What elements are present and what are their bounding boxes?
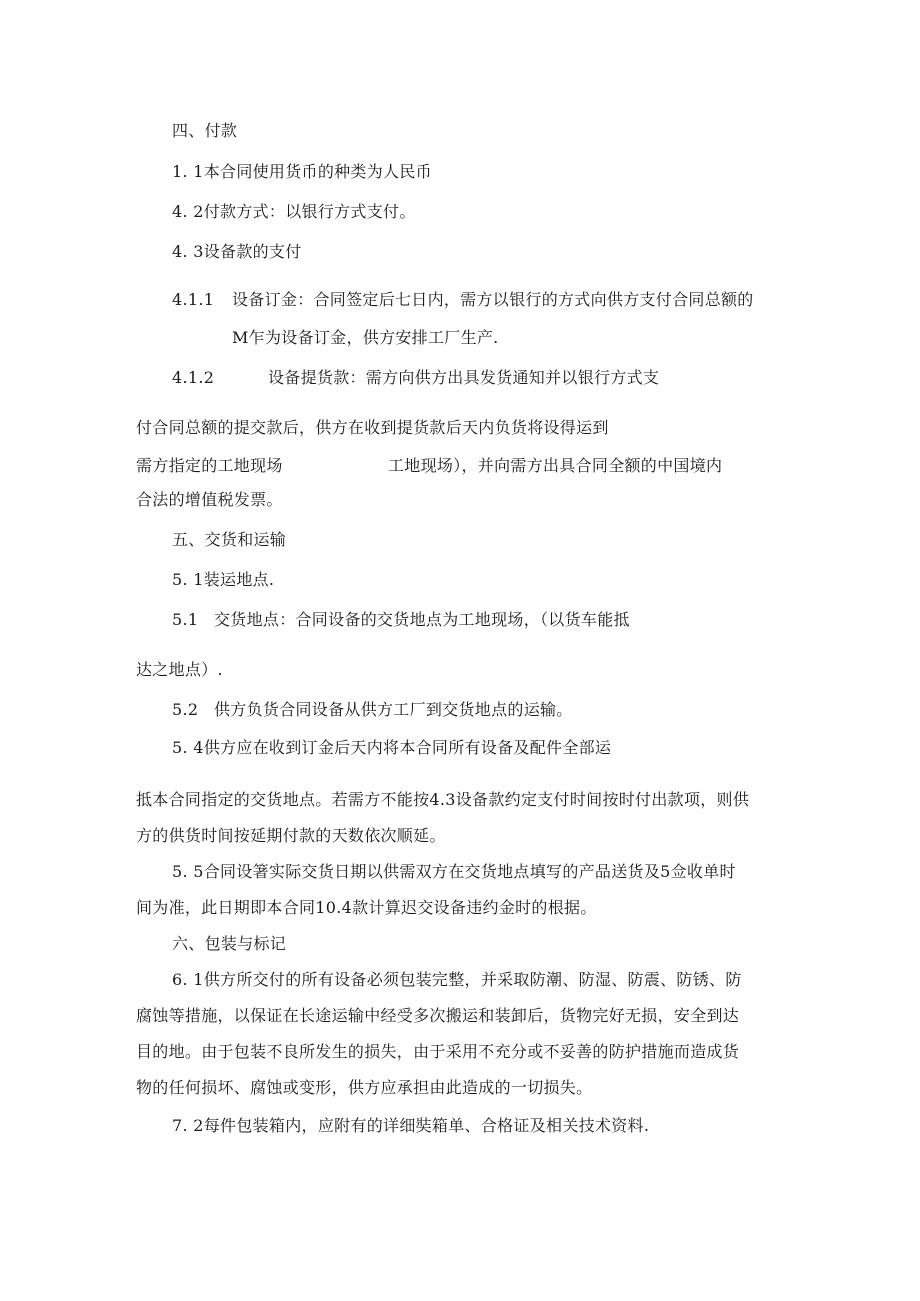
clause-5-5: 5. 5合同设箸实际交货日期以供需双方在交货地点填写的产品送货及5佥收单时 xyxy=(172,862,736,881)
clause-6-1-continuation-1: 腐蚀等措施，以保证在长途运输中经受多次搬运和装卸后，货物完好无损，安全到达 xyxy=(136,1006,740,1025)
clause-5-1-number: 5.1 xyxy=(172,610,199,629)
clause-4-1-2-continuation-2a: 需方指定的工地现场 xyxy=(136,456,283,475)
clause-5-2-number: 5.2 xyxy=(172,700,199,719)
clause-4-1-1-number: 4.1.1 xyxy=(172,290,215,309)
clause-4-1-2-continuation-2b: 工地现场），并向需方出具合同全额的中国境内 xyxy=(388,456,723,475)
clause-6-1-continuation-3: 物的任何损坏、腐蚀或变形，供方应承担由此造成的一切损失。 xyxy=(136,1078,593,1097)
clause-4-3: 4. 3设备款的支付 xyxy=(172,242,302,261)
clause-6-1: 6. 1供方所交付的所有设备必须包装完整，并采取防潮、防湿、防震、防锈、防 xyxy=(172,970,742,989)
section-heading-delivery: 五、交货和运输 xyxy=(172,530,287,549)
clause-5-1-shipping: 5. 1装运地点. xyxy=(172,570,275,589)
clause-4-1-1-continuation: M乍为设备订金，供方安排工厂生产. xyxy=(232,328,499,347)
clause-6-1-continuation-2: 目的地。由于包装不良所发生的损失，由于采用不充分或不妥善的防护措施而造成货 xyxy=(136,1042,740,1061)
clause-5-4: 5. 4供方应在收到订金后天内将本合同所有设备及配件全部运 xyxy=(172,738,612,757)
section-heading-packaging: 六、包装与标记 xyxy=(172,934,287,953)
clause-4-1-2-number: 4.1.2 xyxy=(172,368,215,387)
clause-5-2-text: 供方负货合同设备从供方工厂到交货地点的运输。 xyxy=(214,700,573,719)
clause-4-1-2-continuation-1: 付合同总额的提交款后，供方在收到提货款后天内负货将设得运到 xyxy=(136,418,609,437)
clause-7-2: 7. 2每件包装箱内，应附有的详细奘箱单、合格证及相关技术资料. xyxy=(172,1116,650,1135)
clause-4-2: 4. 2付款方式：以银行方式支付。 xyxy=(172,202,416,221)
clause-5-1-text: 交货地点：合同设备的交货地点为工地现场，（以货车能抵 xyxy=(214,610,630,629)
clause-5-4-continuation-2: 方的供货时间按延期付款的天数依次顺延。 xyxy=(136,826,446,845)
clause-4-1-2-continuation-3: 合法的增值税发票。 xyxy=(136,490,283,509)
clause-5-1-continuation: 达之地点）. xyxy=(136,660,223,679)
clause-5-5-continuation: 间为准，此日期即本合同10.4款计算迟交设备违约金时的根据。 xyxy=(136,898,597,917)
clause-5-4-continuation-1: 抵本合同指定的交货地点。若需方不能按4.3设备款约定支付时间按时付出款项，则供 xyxy=(136,790,750,809)
clause-1-1: 1. 1本合同使用货币的种类为人民币 xyxy=(172,162,432,181)
clause-4-1-2-text: 设备提货款：需方向供方出具发货通知并以银行方式支 xyxy=(268,368,660,387)
clause-4-1-1-text: 设备订金：合同签定后七日内，需方以银行的方式向供方支付合同总额的 xyxy=(232,290,754,309)
section-heading-payment: 四、付款 xyxy=(172,121,238,140)
